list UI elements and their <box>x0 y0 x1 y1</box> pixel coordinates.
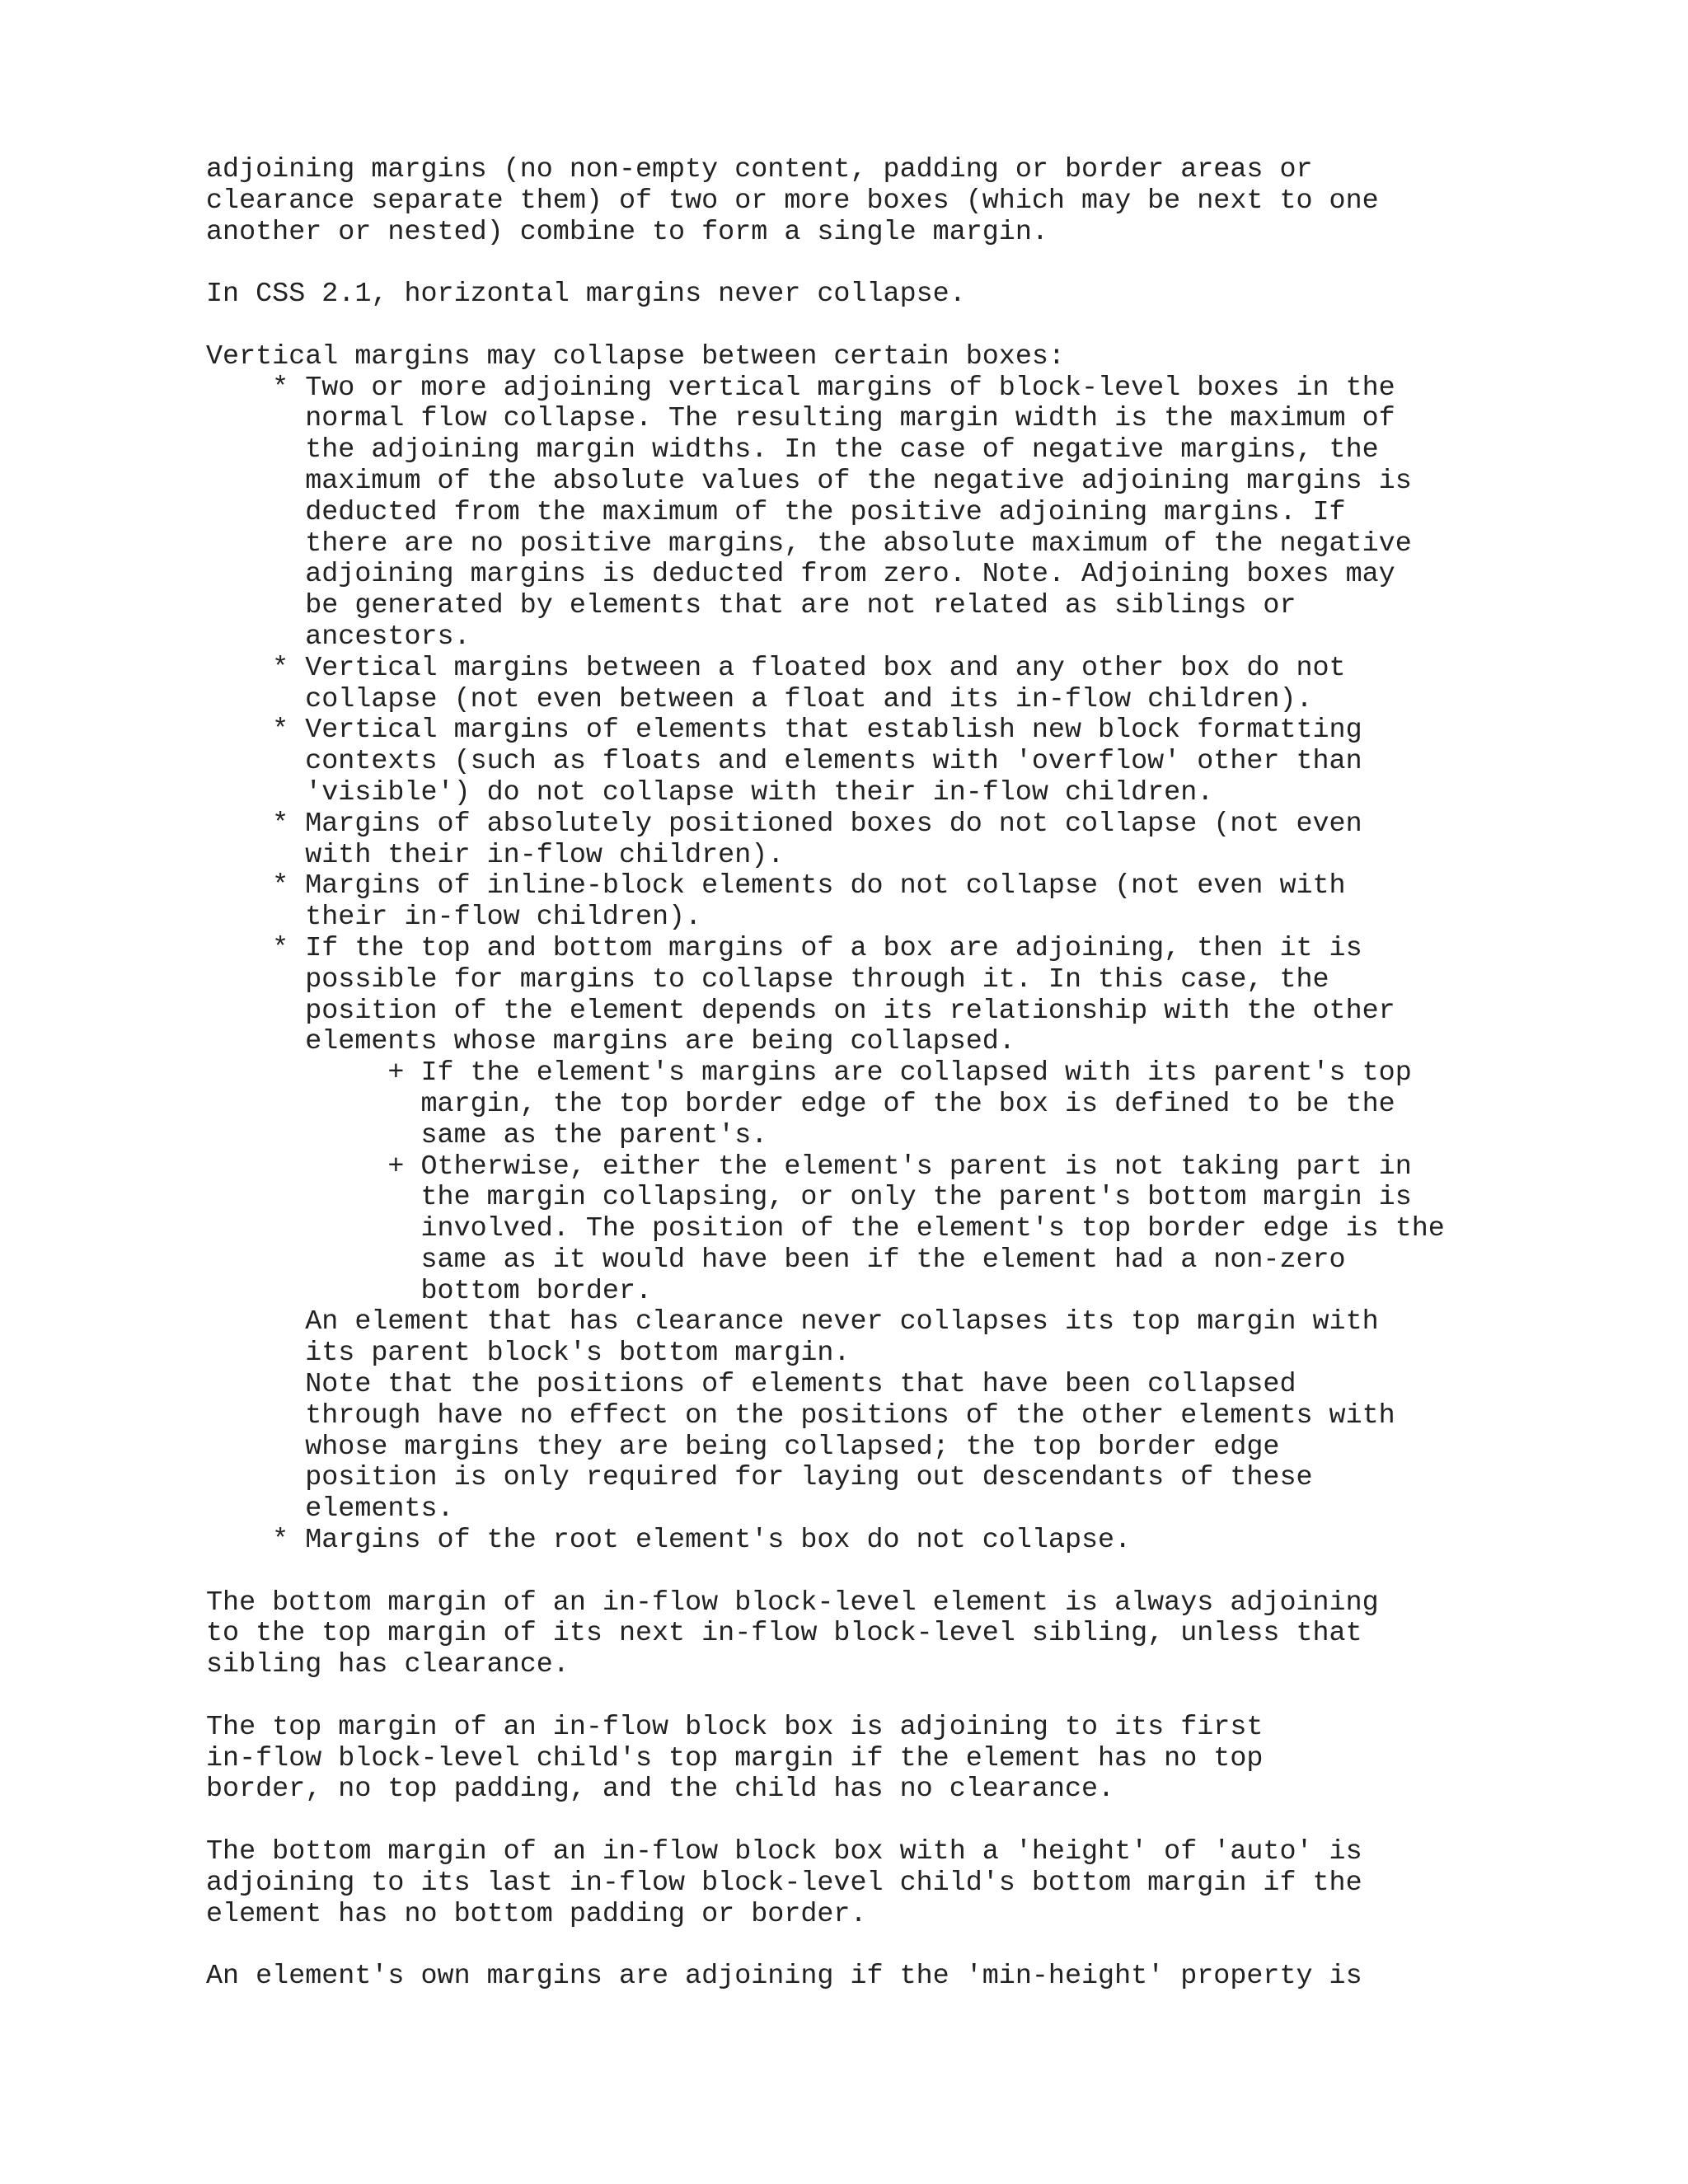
text-line: * Vertical margins of elements that establish new block formatting <box>206 715 1362 747</box>
text-line: + Otherwise, either the element's parent is not taking part in <box>206 1151 1412 1183</box>
text-line: there are no positive margins, the absolute maximum of the negative <box>206 527 1412 560</box>
text-line: position of the element depends on its relationship with the other <box>206 995 1395 1027</box>
text-line: elements whose margins are being collapsed. <box>206 1026 1015 1058</box>
text-line: * Margins of absolutely positioned boxes do not collapse (not even <box>206 808 1362 840</box>
text-line: their in-flow children). <box>206 902 702 934</box>
text-line: elements. <box>206 1493 454 1526</box>
document-text <box>206 155 1624 1993</box>
text-line: be generated by elements that are not related as siblings or <box>206 590 1296 622</box>
text-line: border, no top padding, and the child has no clearance. <box>206 1774 1115 1806</box>
document-page <box>206 155 1624 1993</box>
text-line: The top margin of an in-flow block box is adjoining to its first <box>206 1711 1264 1743</box>
text-line: possible for margins to collapse through it. In this case, the <box>206 963 1329 996</box>
text-line: sibling has clearance. <box>206 1649 570 1681</box>
text-line: the margin collapsing, or only the parent's bottom margin is <box>206 1182 1412 1214</box>
text-line: contexts (such as floats and elements with 'overflow' other than <box>206 746 1362 778</box>
text-line: adjoining margins is deducted from zero. Note. Adjoining boxes may <box>206 559 1395 591</box>
text-line: in-flow block-level child's top margin if the element has no top <box>206 1742 1264 1774</box>
text-line: * Vertical margins between a floated box and any other box do not <box>206 652 1346 684</box>
text-line: adjoining to its last in-flow block-level child's bottom margin if the <box>206 1867 1362 1899</box>
text-line: An element that has clearance never collapses its top margin with <box>206 1306 1379 1338</box>
text-line: * Margins of the root element's box do not collapse. <box>206 1525 1132 1557</box>
text-line: In CSS 2.1, horizontal margins never collapse. <box>206 279 966 311</box>
text-line: ancestors. <box>206 621 471 653</box>
text-line: The bottom margin of an in-flow block box with a 'height' of 'auto' is <box>206 1836 1362 1868</box>
text-line: margin, the top border edge of the box is defined to be the <box>206 1088 1395 1120</box>
text-line: clearance separate them) of two or more boxes (which may be next to one <box>206 185 1379 217</box>
text-line: maximum of the absolute values of the negative adjoining margins is <box>206 465 1412 497</box>
text-line: adjoining margins (no non-empty content, padding or border areas or <box>206 154 1313 185</box>
text-line: An element's own margins are adjoining if the 'min-height' property is <box>206 1961 1362 1993</box>
text-line: The bottom margin of an in-flow block-level element is always adjoining <box>206 1586 1379 1619</box>
text-line: to the top margin of its next in-flow block-level sibling, unless that <box>206 1618 1362 1650</box>
text-line: whose margins they are being collapsed; the top border edge <box>206 1431 1280 1463</box>
text-line: * Two or more adjoining vertical margins of block-level boxes in the <box>206 372 1395 404</box>
text-line: Vertical margins may collapse between certain boxes: <box>206 340 1065 373</box>
text-line: element has no bottom padding or border. <box>206 1898 867 1930</box>
text-line: involved. The position of the element's top border edge is the <box>206 1213 1445 1245</box>
text-line: through have no effect on the positions of the other elements with <box>206 1399 1395 1432</box>
text-line: collapse (not even between a float and its in-flow children). <box>206 683 1313 715</box>
text-line: the adjoining margin widths. In the case of negative margins, the <box>206 434 1379 466</box>
text-line: its parent block's bottom margin. <box>206 1338 851 1370</box>
text-line: * Margins of inline-block elements do not collapse (not even with <box>206 870 1346 902</box>
text-line: same as it would have been if the element had a non-zero <box>206 1244 1346 1276</box>
text-line: bottom border. <box>206 1275 653 1307</box>
text-line: deducted from the maximum of the positive adjoining margins. If <box>206 496 1346 528</box>
text-line: * If the top and bottom margins of a box are adjoining, then it is <box>206 932 1362 964</box>
text-line: with their in-flow children). <box>206 839 785 871</box>
text-line: 'visible') do not collapse with their in-flow children. <box>206 776 1214 808</box>
text-line: normal flow collapse. The resulting margin width is the maximum of <box>206 403 1395 435</box>
text-line: + If the element's margins are collapsed with its parent's top <box>206 1057 1412 1090</box>
text-line: another or nested) combine to form a single margin. <box>206 216 1048 248</box>
text-line: same as the parent's. <box>206 1119 768 1151</box>
text-line: position is only required for laying out descendants of these <box>206 1462 1313 1494</box>
text-line: Note that the positions of elements that have been collapsed <box>206 1369 1296 1401</box>
